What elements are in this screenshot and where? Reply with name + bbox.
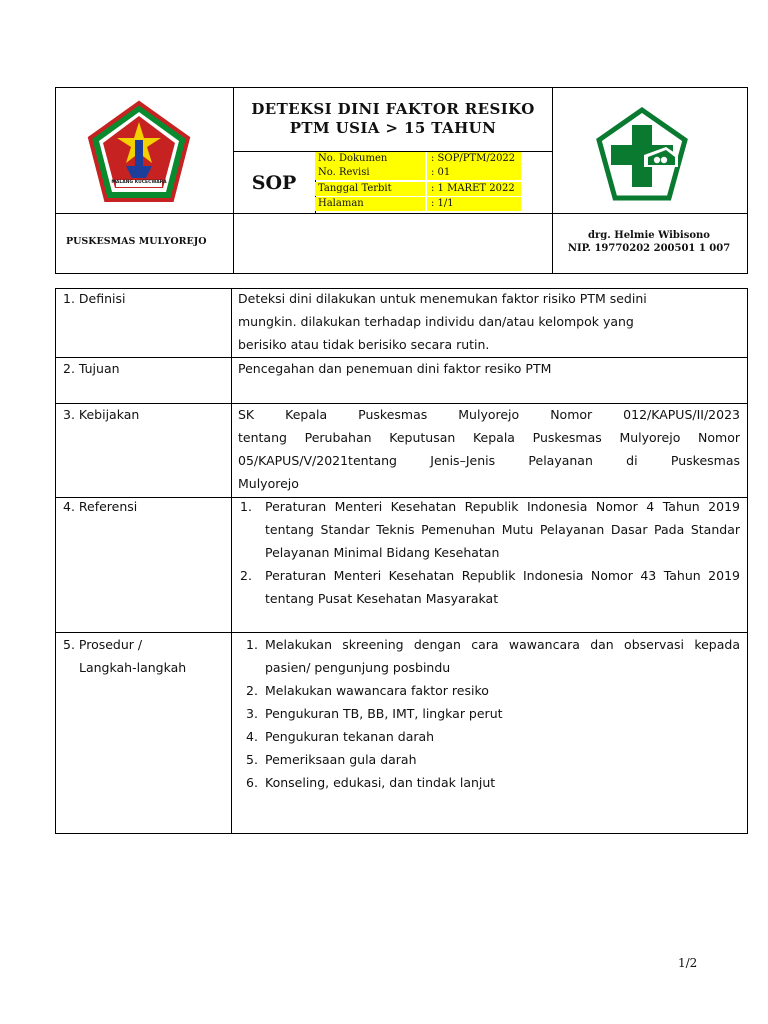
puskesmas-logo xyxy=(596,107,688,201)
list-item xyxy=(238,679,740,702)
list-number: 5. xyxy=(246,752,258,767)
sop-label: SOP xyxy=(251,172,297,194)
list-item xyxy=(238,771,740,794)
meta-value: : 1/1 xyxy=(427,197,521,211)
meta-value: : 1 MARET 2022 xyxy=(427,182,521,196)
row-label-referensi: 4. Referensi xyxy=(63,499,138,514)
text-line: Mulyorejo xyxy=(238,476,299,491)
meta-row xyxy=(315,197,523,211)
text-line: tentang Perubahan Keputusan Kepala Puskesmas Mulyorejo Nomor xyxy=(238,430,740,445)
list-item xyxy=(238,495,740,564)
document-title xyxy=(233,100,553,138)
tujuan-text: Pencegahan dan penemuan dini faktor resiko PTM xyxy=(238,361,552,376)
list-text: Melakukan skreening dengan cara wawancara dan observasi kepada pasien/ pengunjung posbindu xyxy=(265,637,740,675)
list-text: Pengukuran tekanan darah xyxy=(265,729,435,744)
header-divider xyxy=(55,213,748,214)
row-label-definisi: 1. Definisi xyxy=(63,291,126,306)
signer-nip: NIP. 19770202 200501 1 007 xyxy=(567,243,731,254)
text-line: Deteksi dini dilakukan untuk menemukan faktor risiko PTM sedini xyxy=(238,291,647,306)
meta-value: : SOP/PTM/2022 xyxy=(427,152,521,166)
list-number: 3. xyxy=(246,706,258,721)
list-number: 2. xyxy=(240,568,252,583)
city-emblem-logo xyxy=(86,100,192,206)
label-line: Langkah-langkah xyxy=(79,660,187,675)
list-number: 2. xyxy=(246,683,258,698)
list-number: 1. xyxy=(246,637,258,652)
signer-name: drg. Helmie Wibisono xyxy=(588,230,710,241)
page-number: 1/2 xyxy=(678,956,698,970)
list-number: 6. xyxy=(246,775,258,790)
list-text: Pemeriksaan gula darah xyxy=(265,752,417,767)
list-text: Pengukuran TB, BB, IMT, lingkar perut xyxy=(265,706,503,721)
row-label-tujuan: 2. Tujuan xyxy=(63,361,120,376)
row-label-kebijakan: 3. Kebijakan xyxy=(63,407,140,422)
list-number: 1. xyxy=(240,499,252,514)
signer-block xyxy=(557,229,741,255)
list-text: Melakukan wawancara faktor resiko xyxy=(265,683,489,698)
meta-key: No. Dokumen xyxy=(315,152,425,166)
list-text: Peraturan Menteri Kesehatan Republik Indonesia Nomor 4 Tahun 2019 tentang Standar Teknis Pemenuhan Mutu Pelayanan Dasar Pada Standar Pelayanan Minimal Bidang Kesehatan xyxy=(265,499,740,560)
logo-caption: MALANG KUCECWARA xyxy=(111,180,167,185)
list-item xyxy=(238,702,740,725)
list-text: Peraturan Menteri Kesehatan Republik Indonesia Nomor 43 Tahun 2019 tentang Pusat Kesehatan Masyarakat xyxy=(265,568,740,606)
list-item xyxy=(238,633,740,679)
row-label-prosedur xyxy=(63,633,186,679)
title-line: DETEKSI DINI FAKTOR RESIKO xyxy=(251,100,535,118)
body-column-divider xyxy=(231,288,232,834)
title-line: PTM USIA > 15 TAHUN xyxy=(289,119,497,137)
prosedur-list xyxy=(238,633,740,794)
meta-key: Tanggal Terbit xyxy=(315,182,425,196)
referensi-list xyxy=(238,495,740,610)
text-line: SK Kepala Puskesmas Mulyorejo Nomor 012/KAPUS/II/2023 xyxy=(238,407,740,422)
meta-key: No. Revisi xyxy=(315,166,425,180)
text-line: 05/KAPUS/V/2021tentang Jenis–Jenis Pelayanan di Puskesmas xyxy=(238,453,740,468)
definisi-text xyxy=(238,287,740,356)
meta-row xyxy=(315,152,523,166)
list-text: Konseling, edukasi, dan tindak lanjut xyxy=(265,775,496,790)
list-item xyxy=(238,725,740,748)
kebijakan-text xyxy=(238,403,740,495)
meta-row xyxy=(315,166,523,180)
list-item xyxy=(238,564,740,610)
puskesmas-name: PUSKESMAS MULYOREJO xyxy=(66,236,207,247)
list-item xyxy=(238,748,740,771)
list-number: 4. xyxy=(246,729,258,744)
text-line: mungkin. dilakukan terhadap individu dan/atau kelompok yang xyxy=(238,314,634,329)
text-line: berisiko atau tidak berisiko secara rutin. xyxy=(238,337,490,352)
meta-row xyxy=(315,182,523,196)
meta-value: : 01 xyxy=(427,166,521,180)
label-line: 5. Prosedur / xyxy=(63,637,143,652)
meta-key: Halaman xyxy=(315,197,425,211)
